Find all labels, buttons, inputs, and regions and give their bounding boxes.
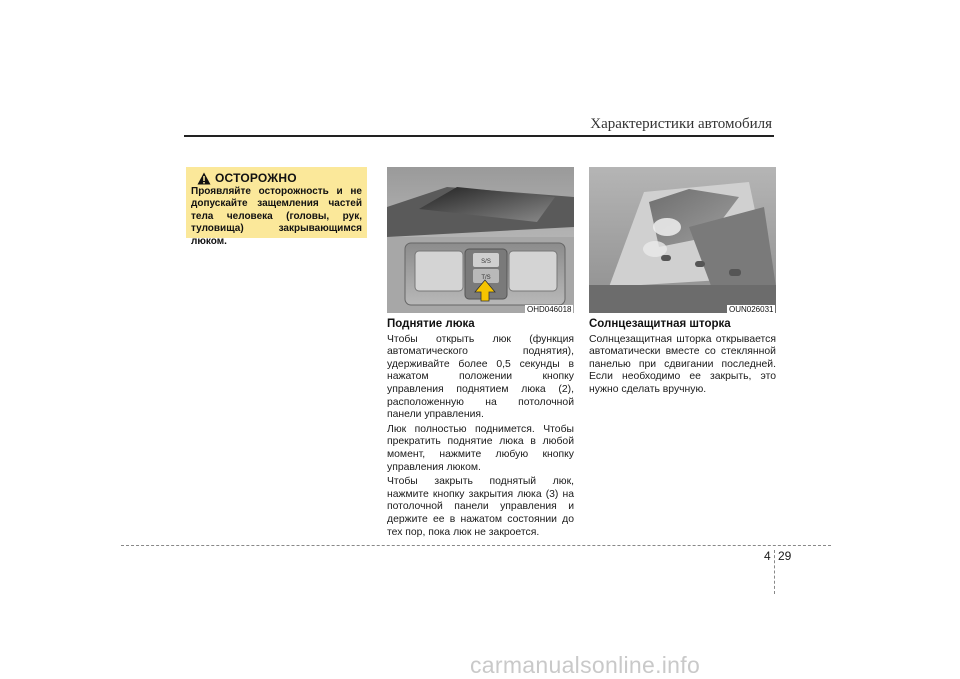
sunshade-handle: [695, 261, 705, 267]
warning-triangle-icon: [197, 172, 211, 185]
footer-divider: [774, 550, 775, 594]
section-heading: Солнцезащитная шторка: [589, 318, 731, 330]
map-lamp-left: [415, 251, 463, 291]
figure2-code: OUN026031: [729, 305, 774, 314]
cloud: [653, 218, 681, 236]
cloud: [643, 241, 667, 257]
sunshade-handle: [661, 255, 671, 261]
warning-box: [186, 167, 367, 247]
sunshade-handle: [729, 269, 741, 276]
paragraph: Солнцезащитная шторка открывается автоматически вместе со стеклянной панелью при сдвигании последней. Если необходимо ее закрыть, это нужно сделать вручную.: [589, 333, 776, 395]
watermark: carmanualsonline.info: [470, 652, 701, 678]
header-rule: [184, 135, 774, 137]
slide-button-label: S/S: [481, 259, 491, 265]
paragraph: Люк полностью поднимется. Чтобы прекратить поднятие люка в любой момент, нажмите любую кнопку управления люком.: [387, 423, 574, 473]
paragraph: Чтобы открыть люк (функция автоматического поднятия), удерживайте более 0,5 секунды в нажатом положении кнопку управления поднятием люка (2), расположенную на потолочной панели управления.: [387, 333, 574, 421]
page-number: 29: [778, 549, 792, 563]
section-sunshade: [589, 318, 776, 397]
section-heading: Поднятие люка: [387, 318, 475, 330]
warning-text: Проявляйте осторожность и не допускайте защемления частей тела человека (головы, рук, туловища) закрывающимся люком.: [191, 186, 362, 247]
tilt-button-label: T/S: [481, 275, 491, 281]
paragraph: Чтобы закрыть поднятый люк, нажмите кнопку закрытия люка (3) на потолочной панели управления и держите ее в нажатом состоянии до тех пор, пока люк не закроется.: [387, 476, 574, 538]
section-sunroof-tilt: [387, 318, 574, 539]
footer-rule: [121, 545, 831, 546]
warning-title: ОСТОРОЖНО: [215, 171, 297, 185]
chapter-number: 4: [764, 549, 771, 563]
sunshade-photo: [589, 167, 776, 313]
page-header-title: Характеристики автомобиля: [590, 116, 772, 132]
figure1-code: OHD046018: [527, 305, 572, 314]
warning-header: [197, 171, 362, 185]
overhead-console-photo: [387, 167, 574, 313]
map-lamp-right: [509, 251, 557, 291]
